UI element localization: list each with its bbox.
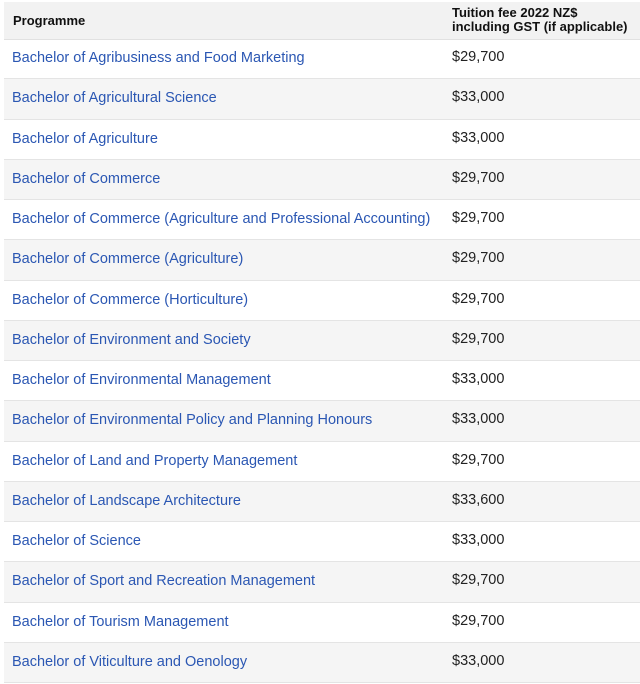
programme-link[interactable]: Bachelor of Agricultural Science xyxy=(12,90,217,107)
table-row xyxy=(4,482,640,522)
table-row xyxy=(4,442,640,482)
tuition-fee-value: $29,700 xyxy=(452,612,505,629)
programme-link[interactable]: Bachelor of Environmental Policy and Planning Honours xyxy=(12,412,373,429)
programme-link[interactable]: Bachelor of Tourism Management xyxy=(12,613,229,630)
table-row xyxy=(4,120,640,160)
programme-link[interactable]: Bachelor of Land and Property Management xyxy=(12,452,298,469)
table-row xyxy=(4,562,640,602)
programme-link[interactable]: Bachelor of Commerce (Agriculture and Professional Accounting) xyxy=(12,211,431,227)
table-row xyxy=(4,603,640,643)
programme-link[interactable]: Bachelor of Commerce (Horticulture) xyxy=(12,291,249,308)
tuition-fee-value: $29,700 xyxy=(452,572,505,589)
tuition-fee-value: $29,700 xyxy=(452,169,505,186)
programme-link[interactable]: Bachelor of Commerce (Agriculture) xyxy=(12,251,244,268)
tuition-fee-value: $29,700 xyxy=(452,451,505,468)
tuition-fee-value: $33,000 xyxy=(452,411,505,428)
table-row xyxy=(4,321,640,361)
table-row xyxy=(4,240,640,280)
programme-link[interactable]: Bachelor of Environment and Society xyxy=(12,331,251,348)
tuition-fee-value: $33,000 xyxy=(452,89,505,106)
programme-link[interactable]: Bachelor of Agribusiness and Food Marketing xyxy=(12,50,305,66)
tuition-fee-value: $33,600 xyxy=(452,491,505,508)
tuition-fee-value: $29,700 xyxy=(452,330,505,347)
tuition-fee-value: $33,000 xyxy=(452,652,505,669)
tuition-fee-value: $29,700 xyxy=(452,290,505,307)
table-row xyxy=(4,79,640,119)
table-header-row xyxy=(4,2,640,40)
programme-link[interactable]: Bachelor of Commerce xyxy=(12,170,161,187)
programme-link[interactable]: Bachelor of Sport and Recreation Management xyxy=(12,573,316,590)
table-row xyxy=(4,522,640,562)
programme-link[interactable]: Bachelor of Viticulture and Oenology xyxy=(12,653,248,670)
programme-link[interactable]: Bachelor of Landscape Architecture xyxy=(12,492,241,509)
table-row xyxy=(4,281,640,321)
tuition-fee-value: $33,000 xyxy=(452,371,505,387)
programme-column-header: Programme xyxy=(13,13,86,28)
table-row xyxy=(4,361,640,401)
tuition-fee-header-line-2: including GST (if applicable) xyxy=(452,19,628,34)
table-body xyxy=(4,39,640,683)
table-row xyxy=(4,401,640,441)
tuition-fee-value: $29,700 xyxy=(452,250,505,267)
programme-link[interactable]: Bachelor of Science xyxy=(12,533,141,549)
tuition-fee-value: $29,700 xyxy=(452,210,505,226)
table-row xyxy=(4,160,640,200)
tuition-fee-column-header xyxy=(452,6,628,34)
programme-link[interactable]: Bachelor of Agriculture xyxy=(12,130,158,147)
table-row xyxy=(4,200,640,240)
tuition-fee-value: $33,000 xyxy=(452,129,505,146)
programme-link[interactable]: Bachelor of Environmental Management xyxy=(12,372,271,388)
table-row xyxy=(4,643,640,683)
tuition-fee-value: $29,700 xyxy=(452,49,505,65)
tuition-fee-header-line-1: Tuition fee 2022 NZ$ xyxy=(452,5,578,20)
table-row xyxy=(4,39,640,79)
tuition-fee-value: $33,000 xyxy=(452,532,505,548)
